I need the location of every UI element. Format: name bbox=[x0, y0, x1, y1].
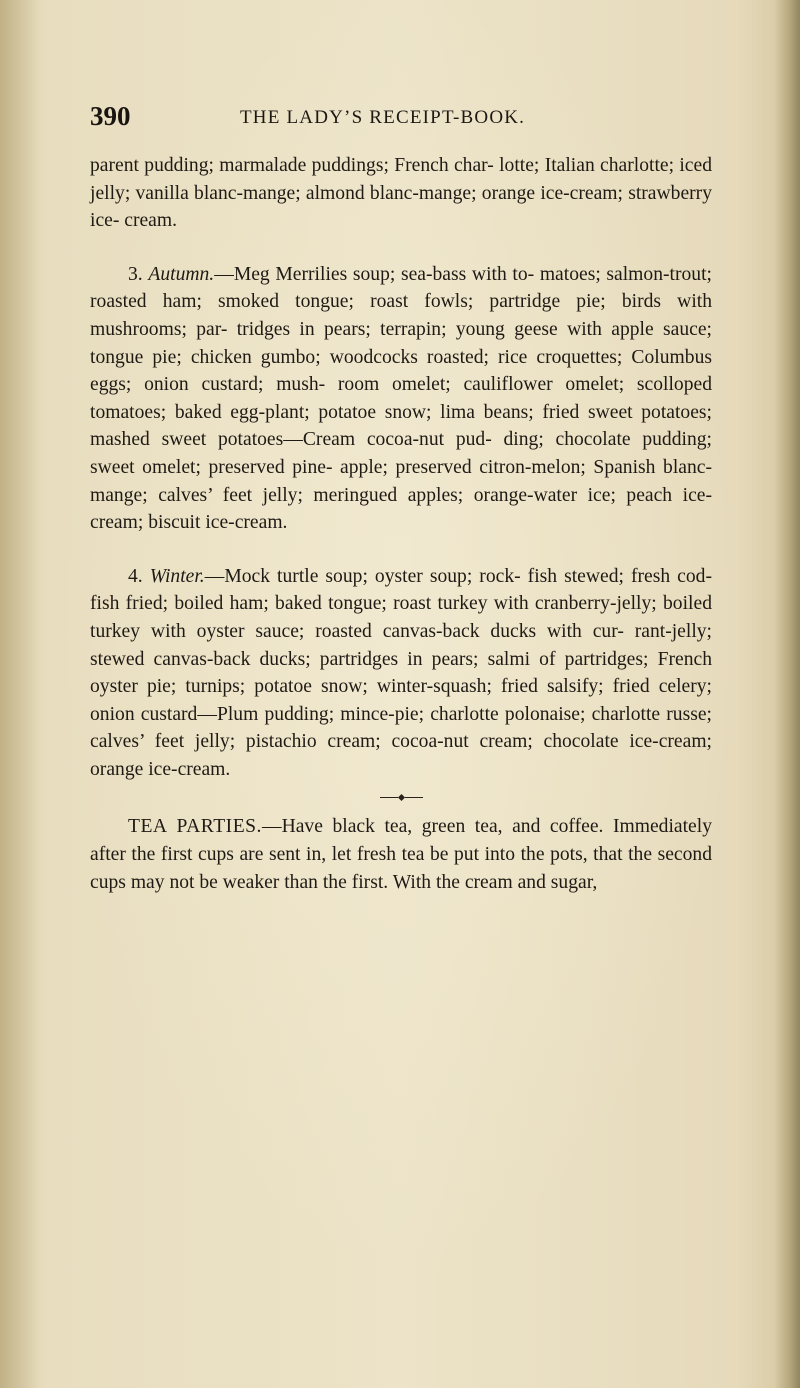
page-number: 390 bbox=[90, 101, 131, 131]
winter-season-title: Winter. bbox=[149, 565, 205, 587]
autumn-number: 3. bbox=[128, 263, 143, 285]
tea-parties-paragraph bbox=[90, 813, 712, 896]
body-text bbox=[90, 152, 712, 896]
paragraph-gap bbox=[90, 537, 712, 563]
autumn-menu-text: —Meg Merrilies soup; sea-bass with to- matoes; salmon-trout; roasted ham; smoked tongue; roast fowls; partridge pie; birds with mushrooms; par- tridges in pears; terrapin; young geese with apple sauce; tongue pie; chicken gumbo; woodcocks roasted; rice croquettes; Columbus eggs; onion custard; mush- room omelet; cauliflower omelet; scolloped tomatoes; baked egg-plant; potatoe snow; lima beans; fried sweet potatoes; mashed sweet potatoes—Cream cocoa-nut pud- ding; chocolate pudding; sweet omelet; preserved pine- apple; preserved citron-melon; Spanish blanc-mange; calves’ feet jelly; meringued apples; orange-water ice; peach ice-cream; biscuit ice-cream. bbox=[90, 263, 712, 534]
divider-diamond-ornament bbox=[397, 794, 404, 801]
divider-line-right bbox=[405, 797, 423, 798]
winter-number: 4. bbox=[128, 565, 143, 587]
divider-line-left bbox=[380, 797, 398, 798]
intro-paragraph: parent pudding; marmalade puddings; French char- lotte; Italian charlotte; iced jelly; vanilla blanc-mange; almond blanc-mange; orange ice-cream; strawberry ice- cream. bbox=[90, 155, 712, 232]
tea-parties-heading: TEA PARTIES. bbox=[128, 816, 262, 838]
winter-menu-text: —Mock turtle soup; oyster soup; rock- fish stewed; fresh cod-fish fried; boiled ham; baked tongue; roast turkey with cranberry-jelly; boiled turkey with oyster sauce; roasted canvas-back ducks with cur- rant-jelly; stewed canvas-back ducks; partridges in pears; salmi of partridges; French oyster pie; turnips; potatoe snow; winter-squash; fried salsify; fried celery; onion custard—Plum pudding; mince-pie; charlotte polonaise; charlotte russe; calves’ feet jelly; pistachio cream; cocoa-nut cream; chocolate ice-cream; orange ice-cream. bbox=[90, 565, 712, 780]
autumn-paragraph bbox=[90, 261, 712, 537]
page-right-shadow bbox=[774, 0, 800, 1388]
paragraph-gap bbox=[90, 235, 712, 261]
winter-paragraph bbox=[90, 563, 712, 784]
autumn-season-title: Autumn. bbox=[148, 263, 215, 285]
page-header bbox=[90, 101, 710, 141]
section-divider bbox=[90, 787, 712, 805]
tea-parties-text: —Have black tea, green tea, and coffee. Immediately after the first cups are sent in, let fresh tea be put into the pots, that the second cups may not be weaker than the first. With the cream and sugar, bbox=[90, 816, 712, 893]
page-left-shadow bbox=[0, 0, 40, 1388]
running-head: THE LADY’S RECEIPT-BOOK. bbox=[240, 107, 526, 128]
